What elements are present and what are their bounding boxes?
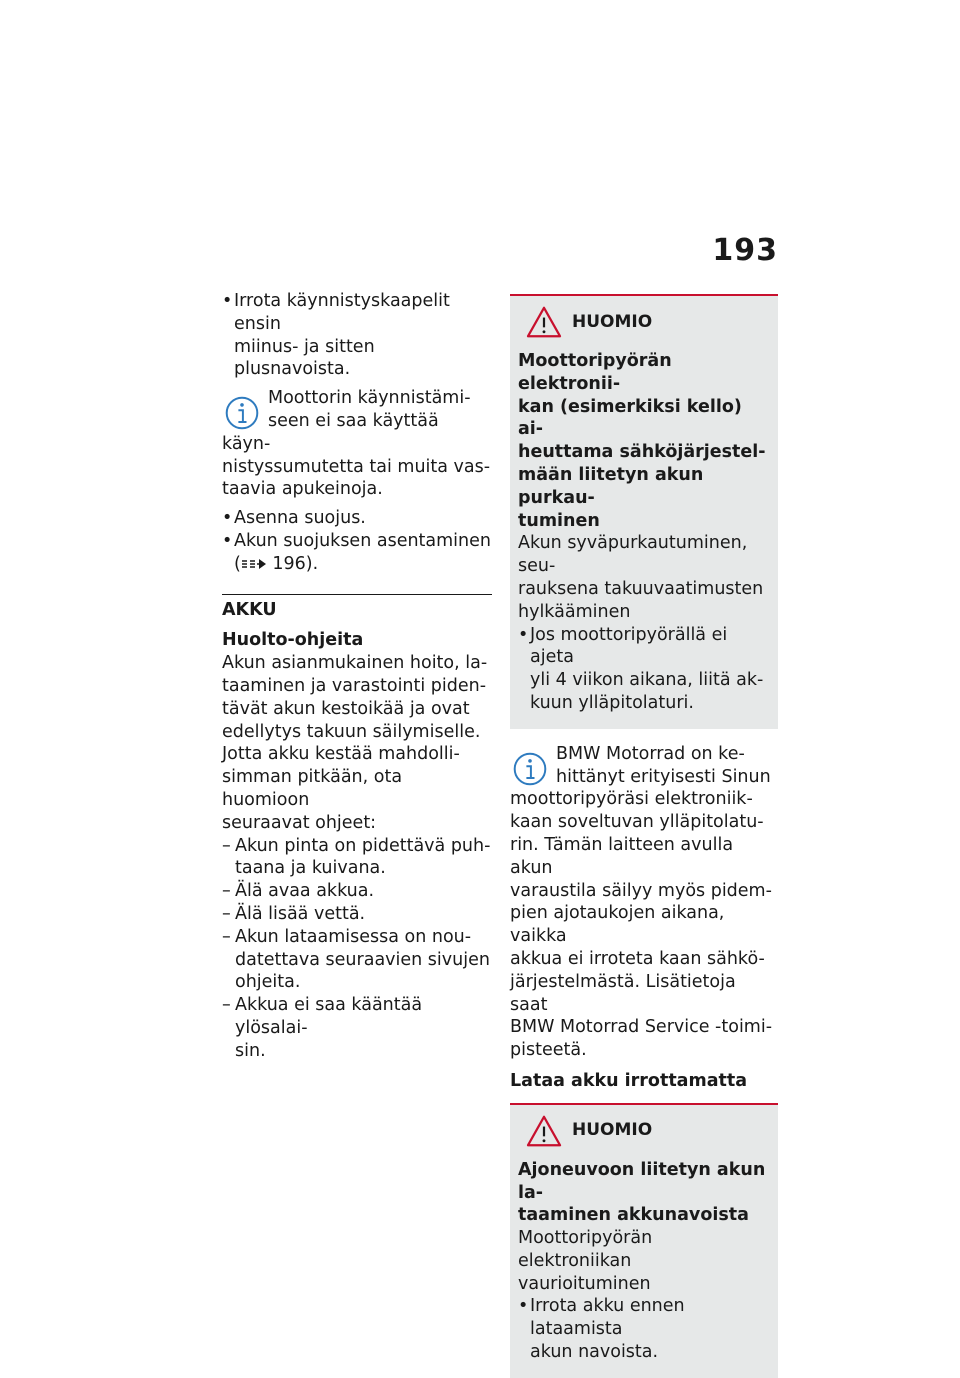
info-note: BMW Motorrad on ke- hittänyt erityisesti Sinun moottoripyöräsi elektroniik- kaan soveltuvan ylläpitolatu- rin. Tämän laitteen avulla akun varaustila säilyy myös pidem- pien ajotaukojen aikana, vaikka akkua ei irroteta kaan sähkö- järjestelmästä. Lisätietoja saat BMW Motorrad Service -toimi- pisteetä. — [510, 743, 773, 1061]
dash-item: – Akun pinta on pidettävä puh- taana ja kuivana. — [222, 835, 492, 881]
dash-item: – Älä lisää vettä. — [222, 903, 492, 926]
warning-label: HUOMIO — [572, 1120, 653, 1141]
warning-text: Moottoripyörän elektroniikan vaurioituminen — [518, 1228, 653, 1294]
section-heading: Lataa akku irrottamatta — [510, 1070, 748, 1091]
warning-title: Moottoripyörän elektronii- kan (esimerkiksi kello) ai- heuttama sähköjärjestel- mään liitetyn akun purkau- tuminen — [518, 351, 766, 531]
info-icon — [512, 751, 548, 787]
warning-bullet: • Irrota akku ennen lataamista akun navoista. — [518, 1295, 770, 1363]
warning-label: HUOMIO — [572, 311, 653, 332]
info-icon — [224, 395, 260, 431]
warning-bullet: • Jos moottoripyörällä ei ajeta yli 4 viikon aikana, liitä ak- kuun ylläpitolaturi. — [518, 624, 770, 715]
warning-box — [510, 1103, 778, 1378]
bullet-install-cover: • Asenna suojus. — [222, 507, 492, 530]
warning-triangle-icon — [526, 306, 562, 338]
page-reference-arrow-icon[interactable] — [241, 558, 267, 570]
warning-box — [510, 294, 778, 729]
bullet-cover-reference: • Akun suojuksen asentaminen ( 196). — [222, 530, 492, 576]
dash-item: – Akun lataamisessa on nou- datettava seuraavien sivujen ohjeita. — [222, 926, 492, 994]
section-title: AKKU — [222, 599, 277, 620]
warning-triangle-icon — [526, 1115, 562, 1147]
section-divider — [222, 594, 492, 595]
warning-text: Akun syväpurkautuminen, seu- rauksena takuuvaatimusten hylkääminen — [518, 533, 764, 622]
dash-item: – Älä avaa akkua. — [222, 880, 492, 903]
right-column — [510, 294, 778, 1378]
maintenance-paragraph: Akun asianmukainen hoito, la- taaminen ja varastointi piden- tävät akun kestoikää ja ovat edellytys takuun säilymiselle. Jotta akku kestää mahdolli- simman pitkään, ota huomioon seuraavat ohjeet: — [222, 653, 488, 833]
bullet-disconnect-cables: • Irrota käynnistyskaapelit ensin miinus- ja sitten plusnavoista. — [222, 290, 492, 381]
info-note: Moottorin käynnistämi- seen ei saa käyttää käyn- nistyssumutetta tai muita vas- taavia apukeinoja. — [222, 388, 491, 500]
left-column — [222, 290, 492, 1063]
page-number: 193 — [712, 233, 778, 268]
dash-item: – Akkua ei saa kääntää ylösalai- sin. — [222, 994, 492, 1062]
subsection-title: Huolto-ohjeita — [222, 630, 364, 651]
warning-title: Ajoneuvoon liitetyn akun la- taaminen akkunavoista — [518, 1159, 766, 1226]
